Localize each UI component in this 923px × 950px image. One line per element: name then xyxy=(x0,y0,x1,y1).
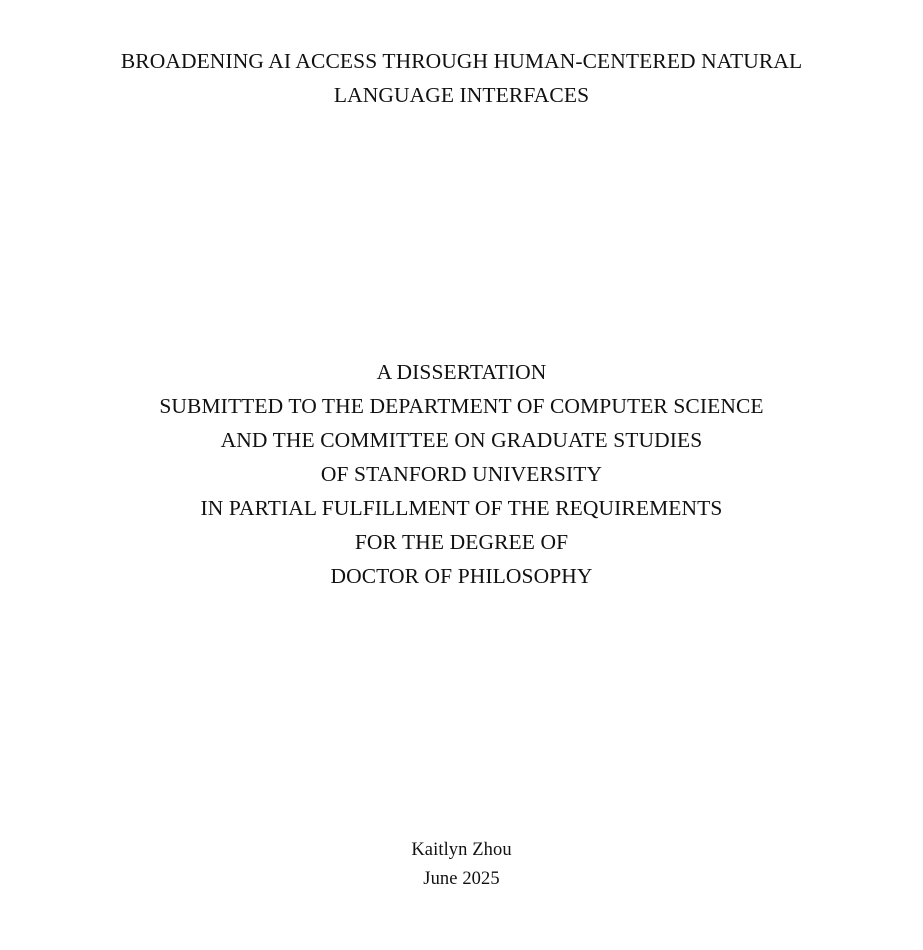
dissertation-title-line-1: BROADENING AI ACCESS THROUGH HUMAN-CENTERED NATURAL xyxy=(120,49,803,73)
author-name: Kaitlyn Zhou xyxy=(411,840,512,860)
statement-line-1: A DISSERTATION xyxy=(376,360,547,384)
statement-line-4: OF STANFORD UNIVERSITY xyxy=(320,462,603,486)
statement-line-5: IN PARTIAL FULFILLMENT OF THE REQUIREMENTS xyxy=(200,496,723,520)
statement-line-2: SUBMITTED TO THE DEPARTMENT OF COMPUTER SCIENCE xyxy=(159,394,764,418)
submission-date: June 2025 xyxy=(423,869,500,889)
statement-line-7: DOCTOR OF PHILOSOPHY xyxy=(330,564,593,588)
statement-line-6: FOR THE DEGREE OF xyxy=(354,530,569,554)
statement-line-3: AND THE COMMITTEE ON GRADUATE STUDIES xyxy=(220,428,703,452)
dissertation-title-line-2: LANGUAGE INTERFACES xyxy=(333,83,590,107)
